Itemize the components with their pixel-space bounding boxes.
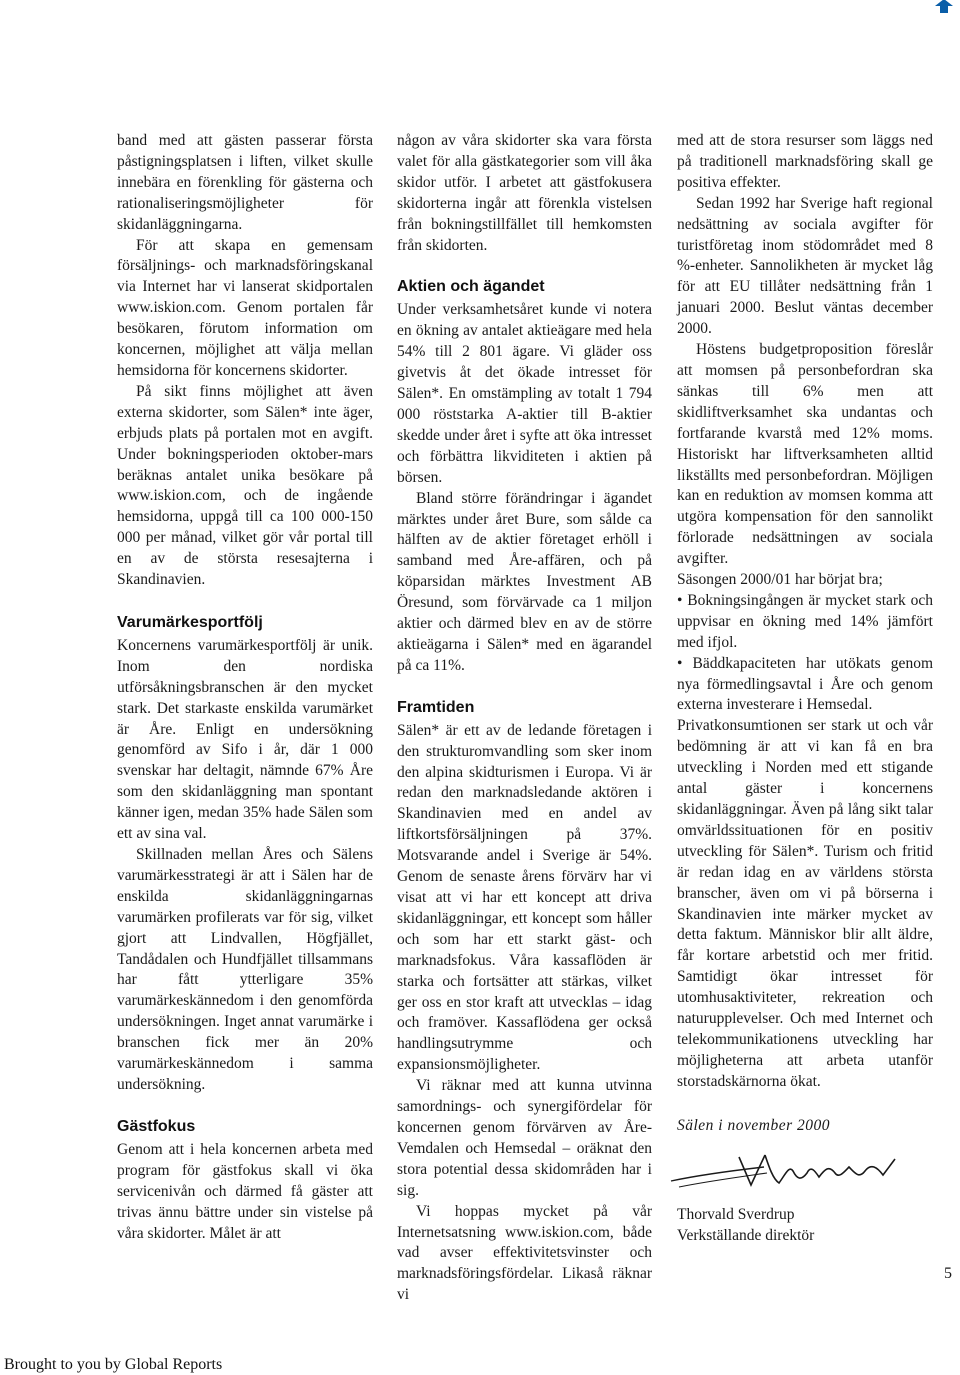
- paragraph: Säsongen 2000/01 har börjat bra;: [677, 571, 883, 589]
- section-heading-share-ownership: Aktien och ägandet: [397, 278, 545, 296]
- section-heading-future: Framtiden: [397, 698, 475, 716]
- paragraph: För att skapa en gemensam försäljnings- och marknadsföringskanal via Internet har vi lanserat skidportalen www.iskion.com. Genom portalen får besökaren, förutom information om koncernen, möjlighet att välja mellan hemsidorna för koncernens skidorter.: [117, 236, 373, 379]
- paragraph: Sedan 1992 har Sverige haft regional nedsättning av sociala avgifter för turistföretag inom stödområdet med 8 %-enheter. Sannolikheten är mycket låg för att EU tillåter nedsättning från 1 januari 2000. Beslut väntas december 2000.: [677, 194, 933, 338]
- text-column-2: [397, 131, 652, 1306]
- paragraph: Koncernens varumärkesportfölj är unik. Inom den nordiska utförsåkningsbranschen är den mycket stark. Det starkaste enskilda varumärket är Åre. Enligt en undersökning genomförd av Sifo i år, där 1 000 svenskar har deltagit, nämnde 67% Åre som den skidanläggning man spontant känner igen, medan 35% hade Sälen som ett av sina val.: [117, 636, 373, 843]
- text-column-1: [117, 131, 373, 1244]
- signer-name: Thorvald Sverdrup: [677, 1205, 795, 1223]
- signer-title: Verkställande direktör: [677, 1226, 815, 1244]
- paragraph: På sikt finns möjlighet att även externa skidorter, som Sälen* inte äger, erbjuds plats på portalen mot en avgift. Under bokningsperioden oktober-mars beräknas antalet unika besökare på www.iskion.com, och de ingående hemsidorna, uppgå till ca 100 000-150 000 per månad, vilket gör vår portal till en av de största resesajterna i Skandinavien.: [117, 382, 373, 589]
- paragraph: med att de stora resurser som läggs ned på traditionell marknadsföring skall ge positiva effekter.: [677, 132, 933, 191]
- bullet-item: • Bokningsingången är mycket stark och uppvisar en ökning med 14% jämfört med ifjol.: [677, 591, 933, 651]
- bullet-item: • Bäddkapaciteten har utökats genom nya förmedlingsavtal i Åre och genom externa investerare i Hemsedal.: [677, 654, 933, 714]
- section-heading-guest-focus: Gästfokus: [117, 1117, 196, 1135]
- section-heading-brand-portfolio: Varumärkesportfölj: [117, 613, 263, 631]
- paragraph: Vi hoppas mycket på vår Internetsatsning www.iskion.com, både vad avser effektivitetsvinster och marknadsföringsfördelar. Likaså räknar vi: [397, 1202, 652, 1304]
- paragraph: någon av våra skidorter ska vara första valet för alla gästkategorier som vill åka skidor utför. I arbetet att gästfokusera skidorterna ingår att förenkla vistelsen från bokningstillfället till hemkomsten från skidorten.: [397, 132, 652, 254]
- signature-graphic: [669, 1145, 899, 1201]
- text-column-3: [677, 131, 933, 1246]
- paragraph: Bland större förändringar i ägandet märktes under året Bure, som sålde ca hälften av de aktier företaget erhöll i samband med Åre-affären, och på köparsidan märktes Investment AB Öresund, som förvärvade ca 1 miljon aktier och därmed blev en av de större aktieägarna i Sälen* med en ägarandel på ca 11%.: [397, 489, 652, 674]
- paragraph: Skillnaden mellan Åres och Sälens varumärkesstrategi är att i Sälen har de enskilda skidanläggningarnas varumärken profilerats var för sig, vilket gjort att Lindvallen, Högfjället, Tandådalen och Hundfjället tillsammans har fått ytterligare 35% varumärkeskännedom i den genomförda undersökningen. Inget annat varumärke i branschen fick mer än 20% varumärkeskännedom i samma undersökning.: [117, 846, 373, 1093]
- paragraph: Genom att i hela koncernen arbeta med program för gästfokus skall vi öka servicenivån och därmed få gäster att trivas ännu bättre under sin vistelse på våra skidorter. Målet är att: [117, 1140, 373, 1242]
- up-arrow-icon: [932, 0, 956, 14]
- paragraph: Vi räknar med att kunna utvinna samordnings- och synergifördelar för koncernen genom förvärven av Åre-Vemdalen och Hemsedal – oräknat den stora potential dessa skidområden har i sig.: [397, 1077, 652, 1199]
- paragraph: band med att gästen passerar första påstigningsplatsen i liften, vilket skulle innebära en förenkling för gästerna och rationaliseringsmöjligheter för skidanläggningarna.: [117, 132, 373, 233]
- page-number: 5: [944, 1265, 952, 1282]
- paragraph: Privatkonsumtionen ser stark ut och vår bedömning är att vi kan få en bra utveckling i Norden med ett stigande antal gäster i koncernens skidanläggningar. Även på lång sikt talar omvärldssituationen för en positiv utveckling för Sälen*. Turism och fritid är redan idag en av världens största branscher, även om vi på börserna i Skandinavien inte märker mycket av detta faktum. Människor blir allt äldre, får kortare arbetstid och mer fritid. Samtidigt ökar intresset för utomhusaktiviteter, rekreation och naturupplevelser. Och med Internet och telekommunikationens utveckling har möjligheterna att arbeta utanför storstadskärnorna ökat.: [677, 717, 933, 1090]
- paragraph: Under verksamhetsåret kunde vi notera en ökning av antalet aktieägare med hela 54% till 2 801 ägare. Vi gläder oss givetvis åt det ökade intresset för Sälen*. En omstämpling av totalt 1 794 000 röststarka A-aktier till B-aktier skedde under året i syfte att öka intresset och förbättra likviditeten i aktien på börsen.: [397, 301, 652, 486]
- paragraph: Sälen* är ett av de ledande företagen i den strukturomvandling som sker inom den alpina skidturismen i Europa. Vi är redan den marknadsledande aktören i Skandinavien med en andel av liftkortsförsäljningen på 37%. Motsvarande andel i Sverige är 54%. Genom de senaste årens förvärv har vi visat att vi har ett koncept att driva skidanläggningar, ett koncept som håller och som har ett starkt gäst- och marknadsfokus. Våra kassaflöden är starka och fortsätter att stärkas, vilket ger oss en stor kraft att utvecklas – idag och framöver. Kassaflödena ger också handlingsutrymme och expansionsmöjligheter.: [397, 721, 652, 1074]
- footer-credit: Brought to you by Global Reports: [4, 1356, 223, 1373]
- paragraph: Höstens budgetproposition föreslår att momsen på personbefordran ska sänkas till 6% men att skidliftverksamhet ska undantas och fortfarande kvarstå med 12% moms. Historiskt har liftverksamheten alltid likställts med personbefordran. Möjligen kan en reduktion av momsen komma att utgöra kompensation för den sannolikt förlorade nedsättningen av sociala avgifter.: [677, 341, 933, 568]
- signature-place-date: Sälen i november 2000: [677, 1116, 830, 1134]
